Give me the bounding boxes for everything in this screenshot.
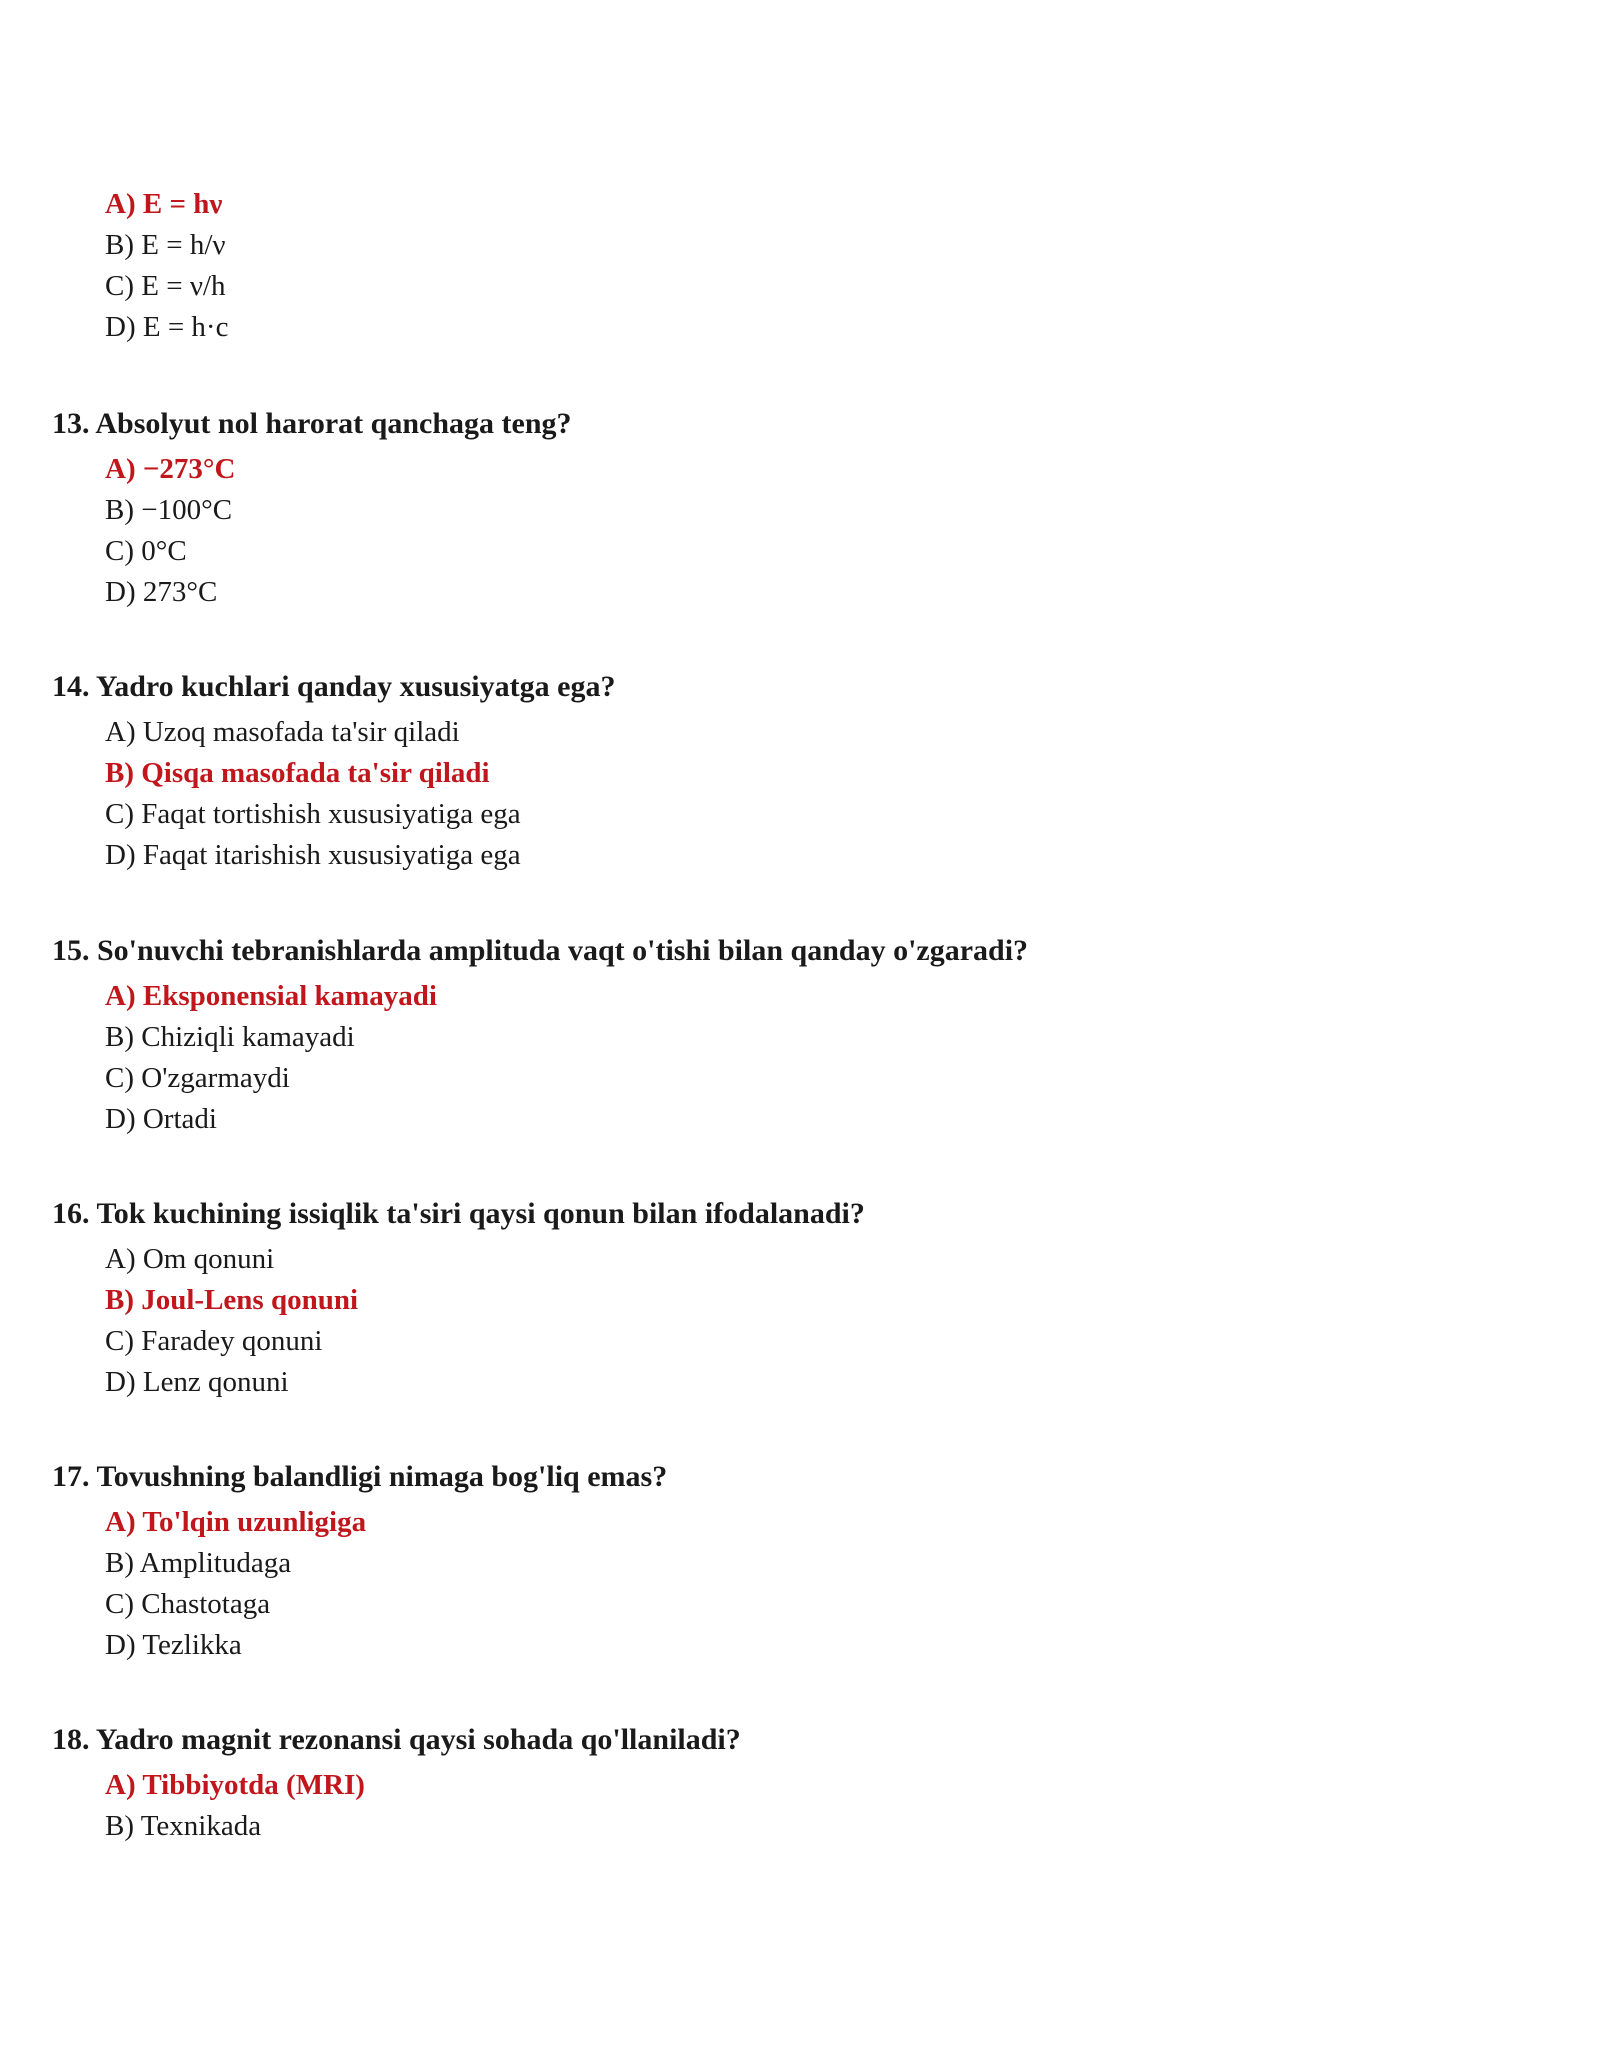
question-fragment — [0, 184, 1600, 348]
option-b: B) Qisqa masofada ta'sir qiladi — [105, 757, 490, 789]
option-c: C) E = ν/h — [105, 270, 226, 302]
question-title: 17. Tovushning balandligi nimaga bog'liq emas? — [52, 1460, 668, 1493]
option-b: B) Chiziqli kamayadi — [105, 1021, 355, 1053]
option-b: B) Amplitudaga — [105, 1547, 292, 1579]
option-c: C) Chastotaga — [105, 1588, 271, 1620]
option-a: A) Om qonuni — [105, 1243, 275, 1275]
question-title: 14. Yadro kuchlari qanday xususiyatga ega? — [52, 670, 616, 703]
option-a: A) −273°C — [105, 453, 236, 485]
option-c: C) Faradey qonuni — [105, 1325, 323, 1357]
option-c: C) 0°C — [105, 535, 187, 567]
option-a: A) Tibbiyotda (MRI) — [105, 1769, 365, 1801]
option-b: B) Texnikada — [105, 1810, 262, 1842]
option-list — [0, 1239, 1600, 1403]
option-d: D) 273°C — [105, 576, 218, 608]
question-15 — [0, 931, 1600, 1140]
question-title: 15. So'nuvchi tebranishlarda amplituda vaqt o'tishi bilan qanday o'zgaradi? — [52, 934, 1029, 967]
question-title: 16. Tok kuchining issiqlik ta'siri qaysi qonun bilan ifodalanadi? — [52, 1197, 865, 1230]
option-b: B) E = h/ν — [105, 229, 226, 261]
option-c: C) O'zgarmaydi — [105, 1062, 290, 1094]
option-a: A) E = hν — [105, 188, 223, 220]
option-a: A) Uzoq masofada ta'sir qiladi — [105, 716, 460, 748]
option-list — [0, 1502, 1600, 1666]
option-a: A) To'lqin uzunligiga — [105, 1506, 367, 1538]
question-18 — [0, 1720, 1600, 1847]
option-list — [0, 976, 1600, 1140]
question-title: 18. Yadro magnit rezonansi qaysi sohada qo'llaniladi? — [52, 1723, 741, 1756]
question-14 — [0, 667, 1600, 876]
question-16 — [0, 1194, 1600, 1403]
option-c: C) Faqat tortishish xususiyatiga ega — [105, 798, 521, 830]
option-a: A) Eksponensial kamayadi — [105, 980, 437, 1012]
option-list — [0, 1765, 1600, 1847]
option-b: B) −100°C — [105, 494, 233, 526]
question-13 — [0, 404, 1600, 613]
option-list — [0, 449, 1600, 613]
option-d: D) Faqat itarishish xususiyatiga ega — [105, 839, 521, 871]
option-d: D) Tezlikka — [105, 1629, 242, 1661]
option-d: D) E = h·c — [105, 311, 229, 343]
question-17 — [0, 1457, 1600, 1666]
option-b: B) Joul-Lens qonuni — [105, 1284, 359, 1316]
option-d: D) Ortadi — [105, 1103, 217, 1135]
option-list — [0, 712, 1600, 876]
option-d: D) Lenz qonuni — [105, 1366, 289, 1398]
option-list — [0, 184, 1600, 348]
question-title: 13. Absolyut nol harorat qanchaga teng? — [52, 407, 572, 440]
